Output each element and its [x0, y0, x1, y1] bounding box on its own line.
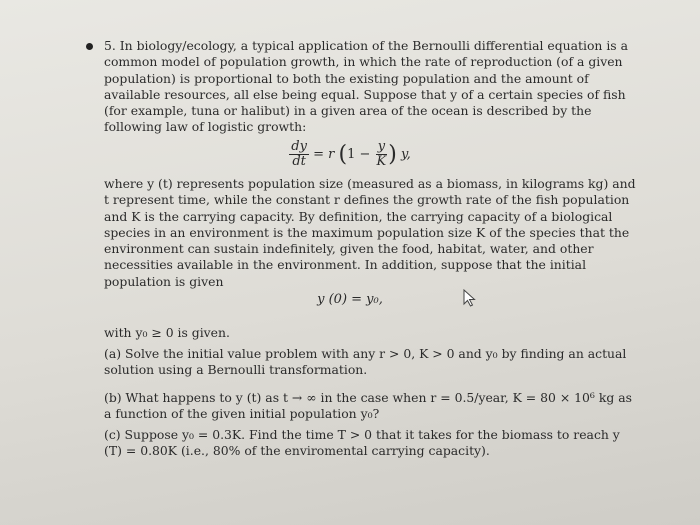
ratio-denominator: K	[376, 154, 387, 169]
equals-r: = r	[313, 147, 335, 162]
ratio-numerator: y	[377, 139, 386, 154]
mouse-cursor-icon	[463, 289, 477, 307]
derivative-numerator: dy	[291, 139, 307, 154]
part-b: (b) What happens to y (t) as t → ∞ in the case when r = 0.5/year, K = 80 × 10⁶ kg as a function of the given initial population y₀?	[104, 390, 632, 422]
problem-intro-text: In biology/ecology, a typical application of the Bernoulli differential equation is a common model of population growth, in which the rate of reproduction (of a given population) is proportional to both the existing population and the amount of available resources, all else being equal. Suppose that y of a certain species of fish (for example, tuna or halibut) in a given area of the ocean is described by the following law of logistic growth:	[104, 38, 628, 135]
equation-tail: y,	[400, 147, 411, 162]
derivative-denominator: dt	[292, 154, 306, 169]
problem-intro	[104, 38, 640, 136]
one-minus: 1 −	[347, 147, 371, 162]
right-paren: )	[388, 142, 397, 167]
where-paragraph: where y (t) represents population size (measured as a biomass, in kilograms kg) and t represent time, while the constant r defines the growth rate of the fish population and K is the carrying capacity. By definition, the carrying capacity of a biological species in an environment is the maximum population size K of the species that the environment can sustain indefinitely, given the food, habitat, water, and other necessities available in the environment. In addition, suppose that the initial population is given	[104, 176, 636, 289]
bullet-point	[86, 43, 93, 50]
part-a: (a) Solve the initial value problem with any r > 0, K > 0 and y₀ by finding an actual solution using a Bernoulli transformation.	[104, 346, 627, 378]
ratio-fraction	[375, 140, 389, 169]
left-paren: (	[338, 142, 348, 167]
derivative-fraction	[289, 140, 309, 169]
part-c: (c) Suppose y₀ = 0.3K. Find the time T > 0 that it takes for the biomass to reach y (T) = 0.80K (i.e., 80% of the enviromental carrying capacity).	[104, 427, 620, 459]
logistic-equation	[0, 140, 700, 169]
initial-condition: y (0) = y₀,	[317, 292, 383, 307]
with-condition: with y₀ ≥ 0 is given.	[104, 325, 230, 340]
problem-number: 5.	[104, 38, 116, 53]
